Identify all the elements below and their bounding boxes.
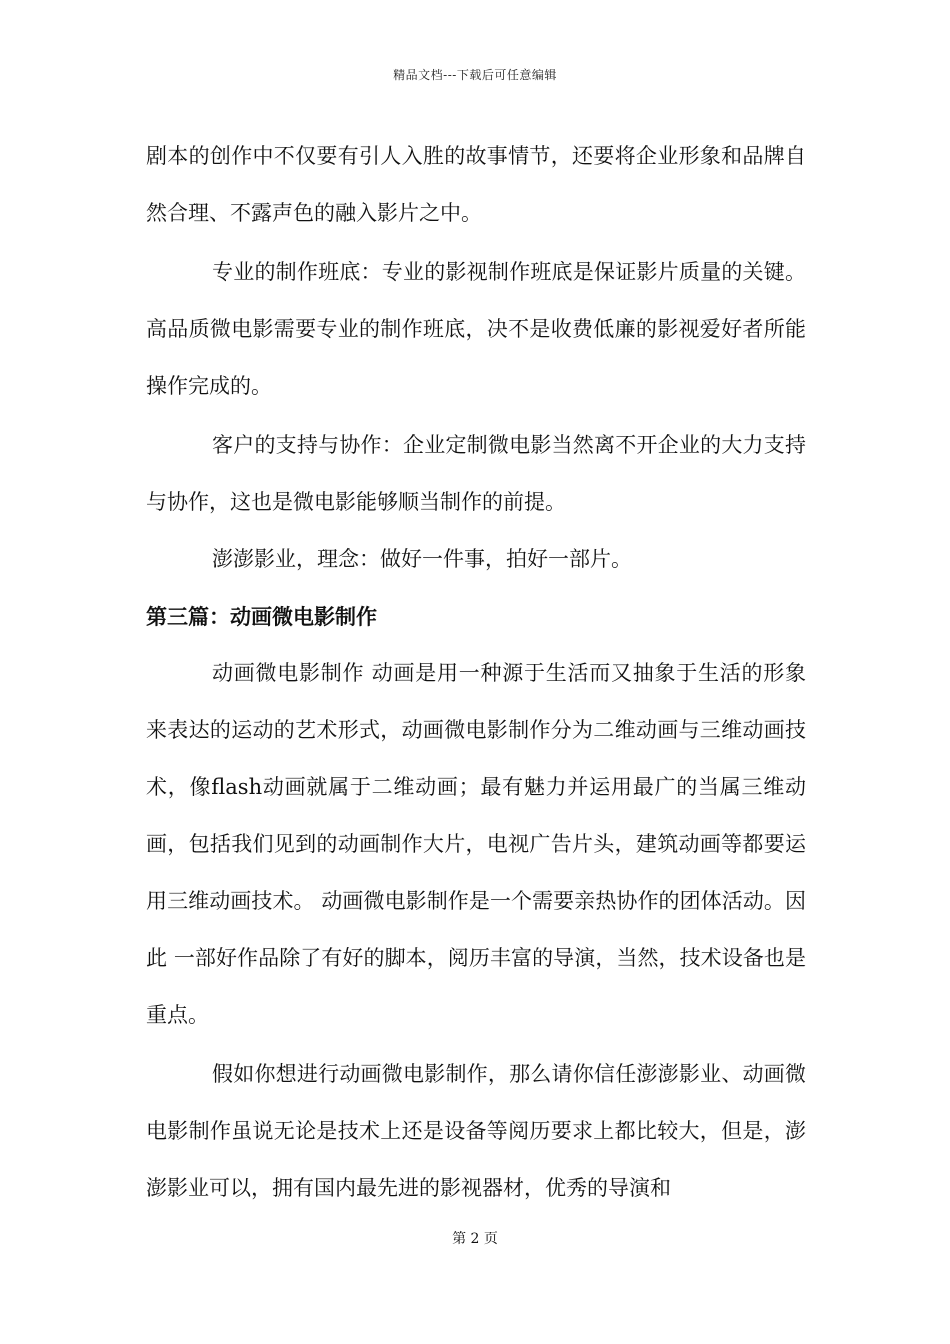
paragraph-script-creation: 剧本的创作中不仅要有引人入胜的故事情节，还要将企业形象和品牌自然合理、不露声色的融入影片之中。 — [146, 144, 806, 225]
paragraph-production-team: 专业的制作班底：专业的影视制作班底是保证影片质量的关键。高品质微电影需要专业的制作班底，决不是收费低廉的影视爱好者所能操作完成的。 — [146, 260, 806, 398]
paragraph-animation-intro: 动画微电影制作 动画是用一种源于生活而又抽象于生活的形象来表达的运动的艺术形式，动画微电影制作分为二维动画与三维动画技术，像flash动画就属于二维动画；最有魅力并运用最广的当属三维动画，包括我们见到的动画制作大片，电视广告片头，建筑动画等都要运用三维动画技术。 动画微电影制作是一个需要亲热协作的团体活动。因此 一部好作品除了有好的脚本，阅历丰富的导演，当然，技术设备也是重点。 — [146, 661, 806, 1027]
page-header: 精品文档---下载后可任意编辑 — [393, 68, 557, 82]
paragraph-client-support: 客户的支持与协作：企业定制微电影当然离不开企业的大力支持与协作，这也是微电影能够顺当制作的前提。 — [146, 433, 806, 514]
document-body — [146, 128, 806, 1217]
section-heading: 第三篇：动画微电影制作 — [146, 604, 377, 629]
paragraph-company-motto: 澎澎影业，理念：做好一件事，拍好一部片。 — [212, 547, 632, 571]
paragraph-animation-recommendation: 假如你想进行动画微电影制作，那么请你信任澎澎影业、动画微电影制作虽说无论是技术上还是设备等阅历要求上都比较大，但是，澎澎影业可以，拥有国内最先进的影视器材，优秀的导演和 — [146, 1062, 806, 1200]
page-number: 第 2 页 — [452, 1231, 498, 1247]
